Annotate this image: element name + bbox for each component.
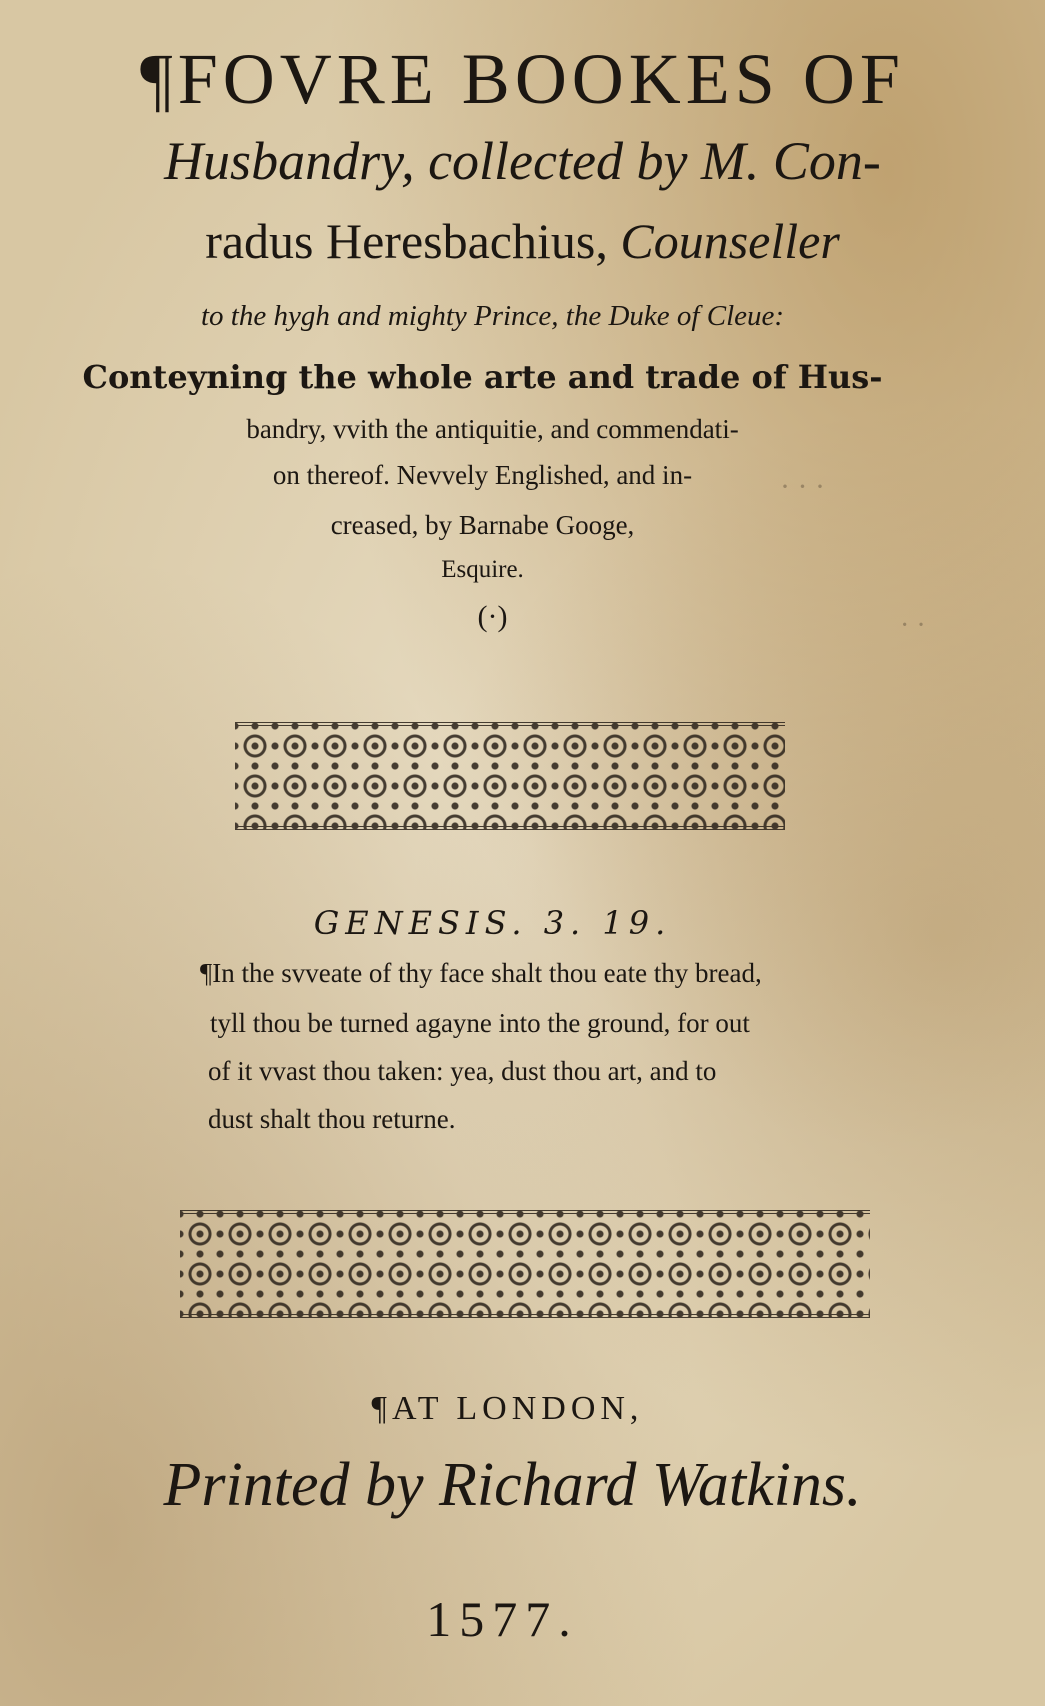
title-line-4: to the hygh and mighty Prince, the Duke of Cleue: — [200, 300, 785, 332]
title-line-5-blackletter: Conteyning the whole arte and trade of Hus- — [82, 358, 883, 396]
title-line-3 — [0, 212, 1045, 270]
title-line-10: (·) — [477, 600, 508, 633]
imprint-place: ¶AT LONDON, — [371, 1390, 644, 1427]
epigraph-line-2: tyll thou be turned agayne into the ground, for out — [210, 1008, 750, 1038]
title-line-3-italic: Counseller — [620, 213, 840, 269]
title-line-2: Husbandry, collected by M. Con- — [164, 131, 881, 191]
ornament-band-top — [235, 722, 785, 830]
epigraph-reference: GENESIS. 3. 19. — [313, 904, 672, 942]
bleed-through-mark: · · · — [780, 470, 825, 503]
epigraph-line-3: of it vvast thou taken: yea, dust thou art, and to — [208, 1056, 717, 1086]
title-line-7: on thereof. Nevvely Englished, and in- — [272, 460, 693, 490]
title-line-9: Esquire. — [441, 556, 524, 583]
title-line-8: creased, by Barnabe Googe, — [330, 510, 635, 540]
title-line-6: bandry, vvith the antiquitie, and commendati- — [246, 414, 739, 444]
imprint-year: 1577. — [426, 1591, 579, 1647]
epigraph-line-4: dust shalt thou returne. — [208, 1104, 456, 1134]
ornament-band-bottom — [180, 1210, 870, 1318]
imprint-printer: Printed by Richard Watkins. — [163, 1451, 862, 1519]
title-line-3-roman: radus Heresbachius, — [205, 213, 621, 269]
title-line-1: ¶FOVRE BOOKES OF — [140, 39, 905, 119]
bleed-through-mark: · · — [900, 610, 926, 641]
epigraph-line-1: ¶In the svveate of thy face shalt thou eate thy bread, — [200, 958, 762, 988]
